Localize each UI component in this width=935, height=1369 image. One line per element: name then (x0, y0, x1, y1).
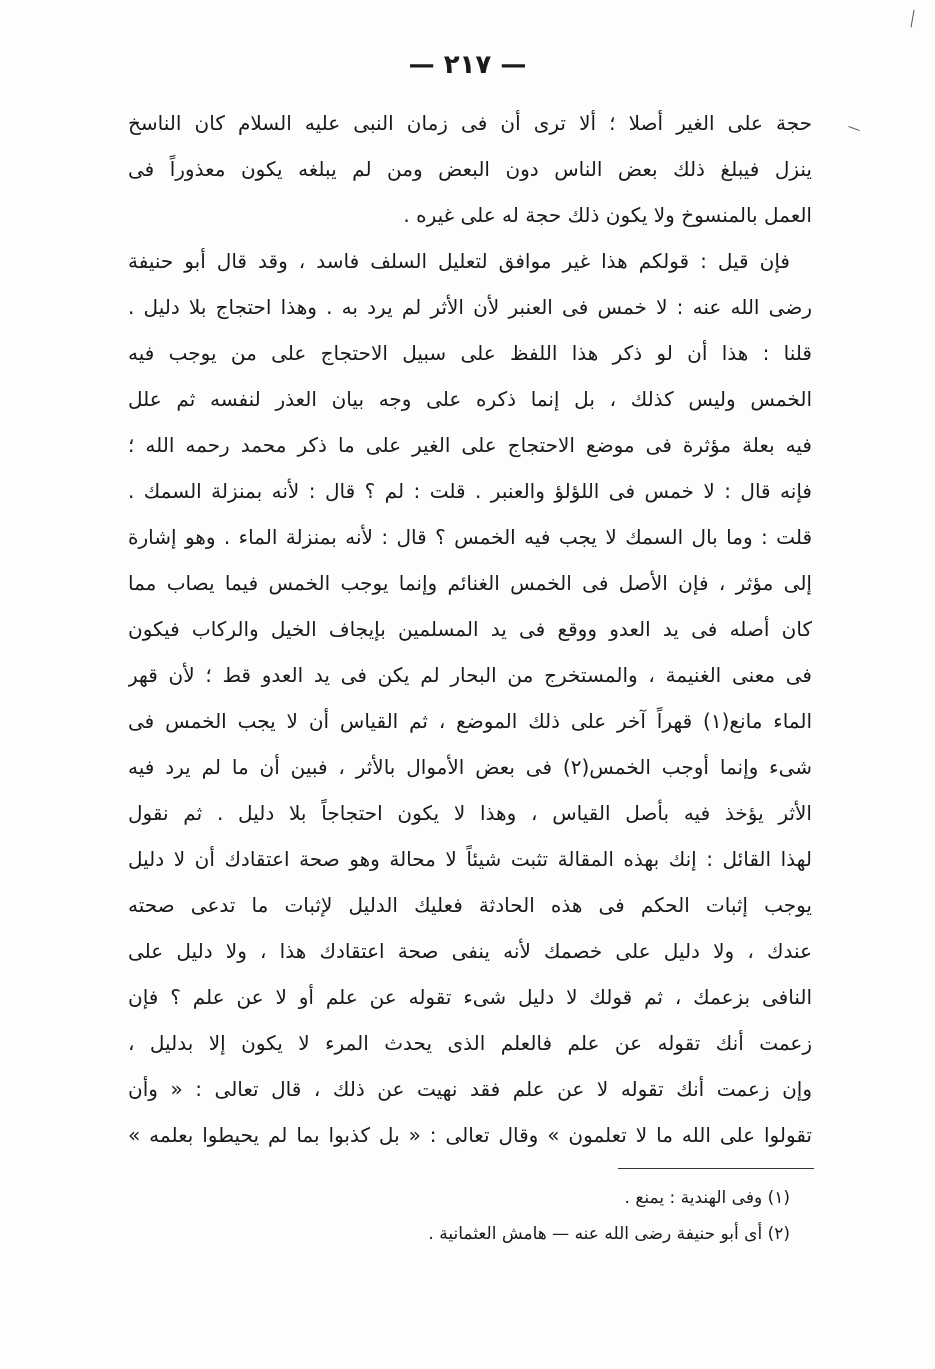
text-line: قلنا : هذا أن لو ذكر هذا اللفظ على سبيل الاحتجاج على من يوجب فيه (128, 341, 812, 365)
text-line: لهذا القائل : إنك بهذه المقالة تثبت شيئاً لا محالة وهو صحة اعتقادك أن لا دليل (128, 847, 812, 871)
text-line: ينزل فيبلغ ذلك بعض الناس دون البعض ومن لم يبلغه يكون معذوراً فى (128, 157, 812, 181)
text-line: النافى بزعمك ، ثم قولك لا دليل شىء تقوله عن علم أو لا عن علم ؟ فإن (128, 985, 812, 1009)
text-line: الخمس وليس كذلك ، بل إنما ذكره على وجه بيان العذر لنفسه ثم علل (128, 387, 812, 411)
text-line: فيه بعلة مؤثرة فى موضع الاحتجاج على الغير على ما ذكر محمد رحمه الله ؛ (128, 433, 812, 457)
text-line: الماء مانع(١) قهراً آخر على ذلك الموضع ، ثم القياس أن لا يجب الخمس فى (128, 709, 812, 733)
text-line: قلت : وما بال السمك لا يجب فيه الخمس ؟ قال : لأنه بمنزلة الماء . وهو إشارة (128, 525, 812, 549)
text-line: تقولوا على الله ما لا تعلمون » وقال تعالى : « بل كذبوا بما لم يحيطوا بعلمه » (128, 1123, 812, 1147)
text-line: عندك ، ولا دليل على خصمك لأنه ينفى صحة اعتقادك هذا ، ولا دليل على (128, 939, 812, 963)
text-line: زعمت أنك تقوله عن علم فالعلم الذى يحدث المرء لا يكون إلا بدليل ، (128, 1031, 812, 1055)
text-line: فى معنى الغنيمة ، والمستخرج من البحار لم يكن فى يد العدو قط ؛ لأن قهر (128, 663, 812, 687)
text-line: إلى مؤثر ، فإن الأصل فى الخمس الغنائم وإنما يوجب الخمس فيما يصاب مما (128, 571, 812, 595)
text-line: كان أصله فى يد العدو ووقع فى يد المسلمين بإيجاف الخيل والركاب فيكون (128, 617, 812, 641)
text-line: شىء وإنما أوجب الخمس(٢) فى بعض الأموال بالأثر ، فبين أن ما لم يرد فيه (128, 755, 812, 779)
footnote-1: (١) وفى الهندية : يمنع . (624, 1188, 790, 1208)
text-line: حجة على الغير أصلا ؛ ألا ترى أن فى زمان النبى عليه السلام كان الناسخ (128, 111, 812, 135)
footnote-divider (618, 1168, 814, 1169)
text-line: الأثر يؤخذ فيه بأصل القياس ، وهذا لا يكون احتجاجاً بلا دليل . ثم نقول (128, 801, 812, 825)
margin-mark (848, 126, 860, 131)
text-line: رضى الله عنه : لا خمس فى العنبر لأن الأثر لم يرد به . وهذا احتجاج بلا دليل . (128, 295, 812, 319)
text-line: يوجب إثبات الحكم فى هذه الحادثة فعليك الدليل لإثبات ما تدعى صحته (128, 893, 812, 917)
text-line: فإنه قال : لا خمس فى اللؤلؤ والعنبر . قلت : لم ؟ قال : لأنه بمنزلة السمك . (128, 479, 812, 503)
text-line: العمل بالمنسوخ ولا يكون ذلك حجة له على غيره . (403, 203, 812, 227)
margin-mark (910, 10, 918, 29)
body-text (128, 100, 812, 1158)
footnote-2: (٢) أى أبو حنيفة رضى الله عنه — هامش العثمانية . (428, 1224, 790, 1244)
page-number: — ٢١٧ — (408, 50, 527, 80)
footnotes (300, 1180, 790, 1252)
text-line: وإن زعمت أنك تقوله لا عن علم فقد نهيت عن ذلك ، قال تعالى : « وأن (128, 1077, 812, 1101)
text-line: فإن قيل : قولكم هذا غير موافق لتعليل السلف فاسد ، وقد قال أبو حنيفة (128, 249, 790, 273)
